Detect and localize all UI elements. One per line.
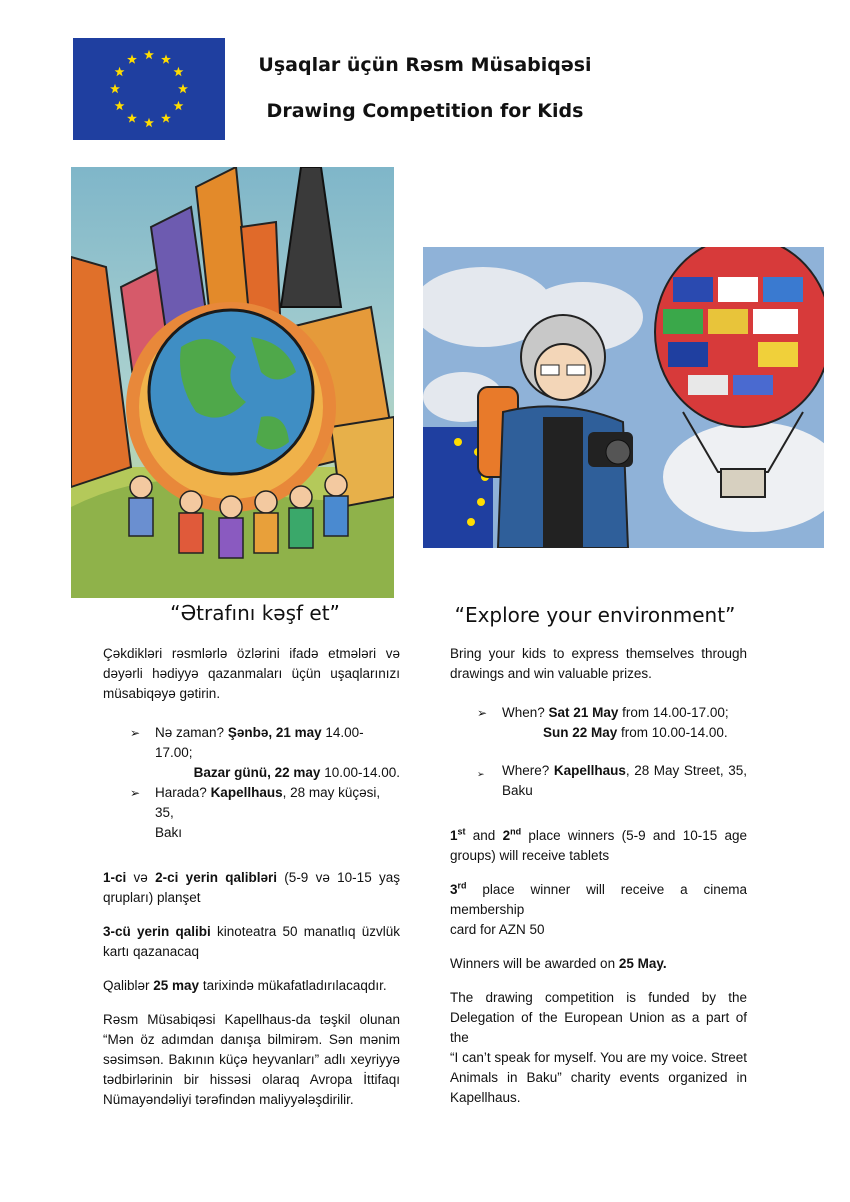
award-date-az: Qaliblər 25 may tarixində mükafatladırılacaqdır. <box>103 978 387 993</box>
when-item-en-day2: Sun 22 May from 10.00-14.00. <box>543 725 728 740</box>
column-az: Çəkdikləri rəsmlərlə özlərini ifadə etmələri və dəyərli hədiyyə qazanmaları üçün uşaqlarınızı müsabiqəyə gətirin. ➢ Nə zaman? Şənbə, 21 may 14.00-17.00; Bazar günü, 22 may 10.00-14.00. ➢ Harada? Kapellhaus, 28 may küçəsi, 35, Bakı 1-ci və 2-ci yerin qalibləri (5-9 və 10-15 yaş qrupları) planşet 3-cü yerin qalibi kinoteatra 50 manatlıq üzvlük kartı qazanacaq Qaliblər 25 may tarixində mükafatladırılacaqdır. Rəsm Müsabiqəsi Kapellhaus-da təşkil olunan “Mən öz adımdan danışa bilmirəm. Sən mənim səsimsən. Bakının küçə heyvanları” adlı xeyriyyə tədbirlərinin bir hissəsi olaraq Avropa İttifaqı Nümayəndəliyi tərəfindən maliyyələşdirilir. <box>103 644 400 1110</box>
when-item-en: ➢ When? Sat 21 May from 14.00-17.00; <box>450 703 747 723</box>
page-title-az: Uşaqlar üçün Rəsm Müsabiqəsi <box>258 54 592 76</box>
prize-12-az: 1-ci və 2-ci yerin qalibləri (5-9 və 10-15 yaş <box>103 870 400 885</box>
intro-text-en: Bring your kids to express themselves through <box>450 646 747 661</box>
arrow-bullet-icon: ➢ <box>130 726 141 740</box>
funding-text-en: The drawing competition is funded by the Delegation of the European Union as a part of the “I can’t speak for myself. You are my voice. Street Animals in Baku” charity events organized in Kapellhaus. <box>450 990 747 1105</box>
prize-12-en: 1st and 2nd place winners (5-9 and 10-15 age <box>450 826 747 843</box>
prize-3-en: 3rd place winner will receive a cinema membership <box>450 880 747 917</box>
drawing-traveler-balloon <box>423 247 824 548</box>
arrow-bullet-icon: ➢ <box>130 786 141 800</box>
column-en: Bring your kids to express themselves through drawings and win valuable prizes. ➢ When? Sat 21 May from 14.00-17.00; Sun 22 May from 10.00-14.00. ➢ Where? Kapellhaus, 28 May Street, 35, Baku 1st and 2nd place winners (5-9 and 10-15 age groups) will receive tablets 3rd place winner will receive a cinema membership card for AZN 50 Winners will be awarded on 25 May. The drawing competition is funded by the Delegation of the European Union as a part of the “I can’t speak for myself. You are my voice. Street Animals in Baku” charity events organized in Kapellhaus. <box>450 644 747 1108</box>
slogan-en: “Explore your environment” <box>454 603 736 627</box>
funding-text-az: Rəsm Müsabiqəsi Kapellhaus-da təşkil olunan “Mən öz adımdan danışa bilmirəm. Sən mənim səsimsən. Bakının küçə heyvanları” adlı xeyriyyə tədbirlərinin bir hissəsi olaraq Avropa İttifaqı Nümayəndəliyi tərəfindən maliyyələşdirilir. <box>103 1012 400 1107</box>
when-item-az-day2: Bazar günü, 22 may 10.00-14.00. <box>193 765 400 780</box>
eu-flag-icon <box>73 38 225 140</box>
when-item-az: ➢ Nə zaman? Şənbə, 21 may 14.00-17.00; <box>130 725 364 760</box>
arrow-bullet-icon: ➢ <box>477 706 488 720</box>
prize-3-az: 3-cü yerin qalibi kinoteatra 50 manatlıq üzvlük <box>103 924 400 939</box>
page-title-en: Drawing Competition for Kids <box>266 100 584 122</box>
where-item-az: ➢ Harada? Kapellhaus, 28 may küçəsi, 35, Bakı <box>130 785 381 840</box>
where-item-en: ➢ Where? Kapellhaus, 28 May Street, 35, Baku <box>477 763 747 798</box>
drawing-globe-kids <box>71 167 394 598</box>
slogan-az: “Ətrafını kəşf et” <box>170 601 340 625</box>
intro-text-az: Çəkdikləri rəsmlərlə özlərini ifadə etmələri və dəyərli hədiyyə qazanmaları üçün uşaqlarınızı müsabiqəyə gətirin. <box>103 646 400 701</box>
award-date-en: Winners will be awarded on 25 May. <box>450 956 667 971</box>
arrow-bullet-icon: ➢ <box>477 769 485 779</box>
